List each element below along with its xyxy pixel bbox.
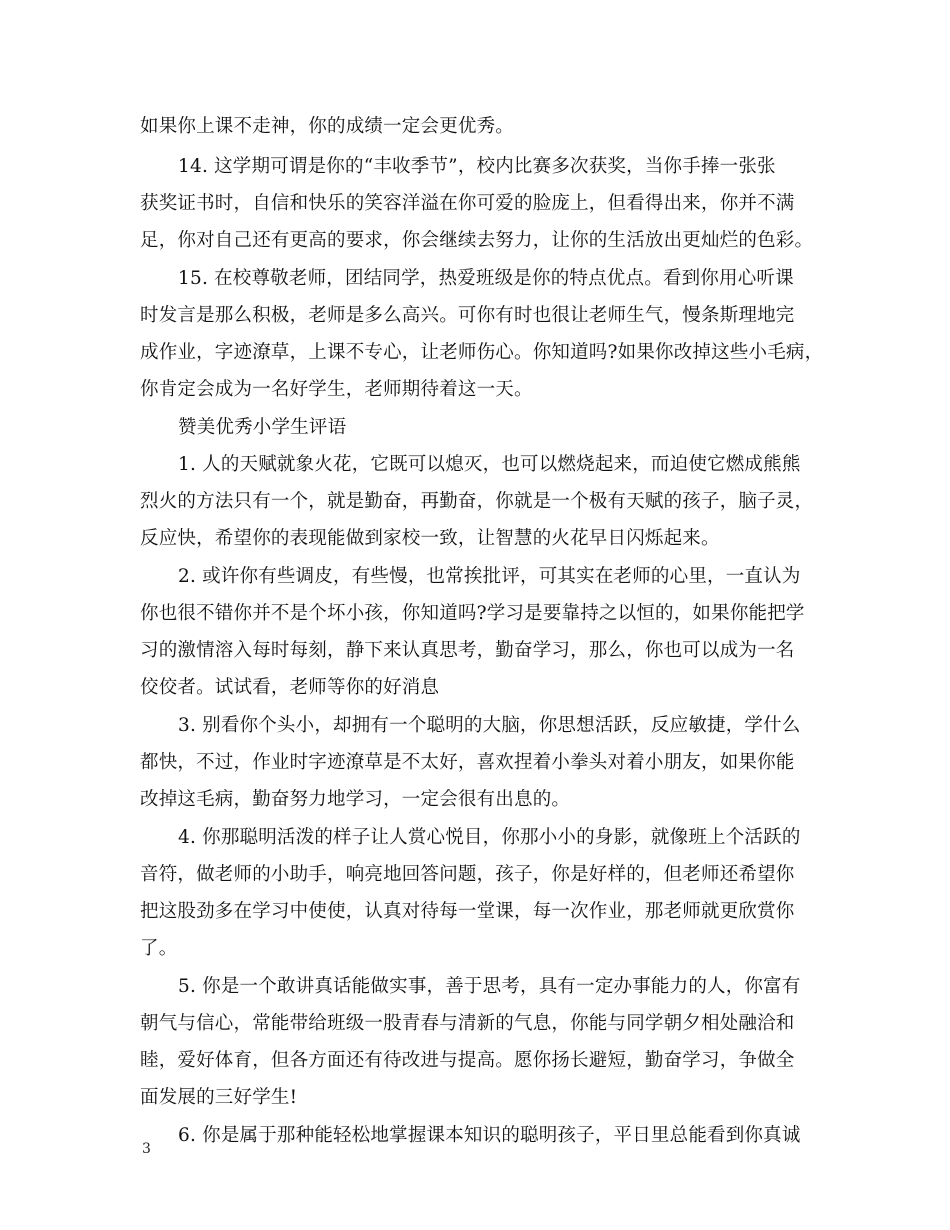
text-line: 如果你上课不走神，你的成绩一定会更优秀。 — [140, 116, 515, 137]
text-line: 把这股劲多在学习中使使，认真对待每一堂课，每一次作业，那老师就更欣赏你 — [140, 901, 795, 922]
text-line: 反应快，希望你的表现能做到家校一致，让智慧的火花早日闪烁起来。 — [140, 528, 720, 549]
text-line: 14. 这学期可谓是你的“丰收季节”，校内比赛多次获奖，当你手捧一张张 — [178, 156, 776, 177]
text-line: 1. 人的天赋就象火花，它既可以熄灭，也可以燃烧起来，而迫使它燃成熊熊 — [178, 454, 801, 475]
text-line: 了。 — [140, 938, 178, 959]
text-line: 你肯定会成为一名好学生，老师期待着这一天。 — [140, 379, 533, 400]
text-line: 足，你对自己还有更高的要求，你会继续去努力，让你的生活放出更灿烂的色彩。 — [140, 230, 814, 251]
text-line: 6. 你是属于那种能轻松地掌握课本知识的聪明孩子，平日里总能看到你真诚 — [178, 1125, 801, 1146]
page-number: 3 — [142, 1141, 151, 1157]
text-line: 成作业，字迹潦草，上课不专心，让老师伤心。你知道吗?如果你改掉这些小毛病， — [140, 342, 824, 363]
text-line: 烈火的方法只有一个，就是勤奋，再勤奋，你就是一个极有天赋的孩子，脑子灵， — [140, 491, 814, 512]
text-line: 音符，做老师的小助手，响亮地回答问题，孩子，你是好样的，但老师还希望你 — [140, 864, 795, 885]
text-line: 5. 你是一个敢讲真话能做实事，善于思考，具有一定办事能力的人，你富有 — [178, 976, 801, 997]
text-line: 佼佼者。试试看，老师等你的好消息 — [140, 677, 440, 698]
text-line: 2. 或许你有些调皮，有些慢，也常挨批评，可其实在老师的心里，一直认为 — [178, 566, 801, 587]
text-line: 3. 别看你个头小，却拥有一个聪明的大脑，你思想活跃，反应敏捷，学什么 — [178, 715, 801, 736]
section-heading: 赞美优秀小学生评语 — [178, 417, 347, 438]
text-line: 面发展的三好学生! — [140, 1087, 298, 1108]
text-line: 改掉这毛病，勤奋努力地学习，一定会很有出息的。 — [140, 789, 571, 810]
text-line: 都快，不过，作业时字迹潦草是不太好，喜欢捏着小拳头对着小朋友，如果你能 — [140, 752, 795, 773]
text-line: 习的激情溶入每时每刻，静下来认真思考，勤奋学习，那么，你也可以成为一名 — [140, 640, 795, 661]
text-line: 朝气与信心，常能带给班级一股青春与清新的气息，你能与同学朝夕相处融洽和 — [140, 1013, 795, 1034]
text-line: 时发言是那么积极，老师是多么高兴。可你有时也很让老师生气，慢条斯理地完 — [140, 305, 795, 326]
text-line: 15. 在校尊敬老师，团结同学，热爱班级是你的特点优点。看到你用心听课 — [178, 268, 794, 289]
text-line: 睦，爱好体育，但各方面还有待改进与提高。愿你扬长避短，勤奋学习，争做全 — [140, 1050, 795, 1071]
text-line: 你也很不错你并不是个坏小孩，你知道吗?学习是要靠持之以恒的，如果你能把学 — [140, 603, 805, 624]
text-line: 4. 你那聪明活泼的样子让人赏心悦目，你那小小的身影，就像班上个活跃的 — [178, 827, 801, 848]
text-line: 获奖证书时，自信和快乐的笑容洋溢在你可爱的脸庞上，但看得出来，你并不满 — [140, 193, 795, 214]
